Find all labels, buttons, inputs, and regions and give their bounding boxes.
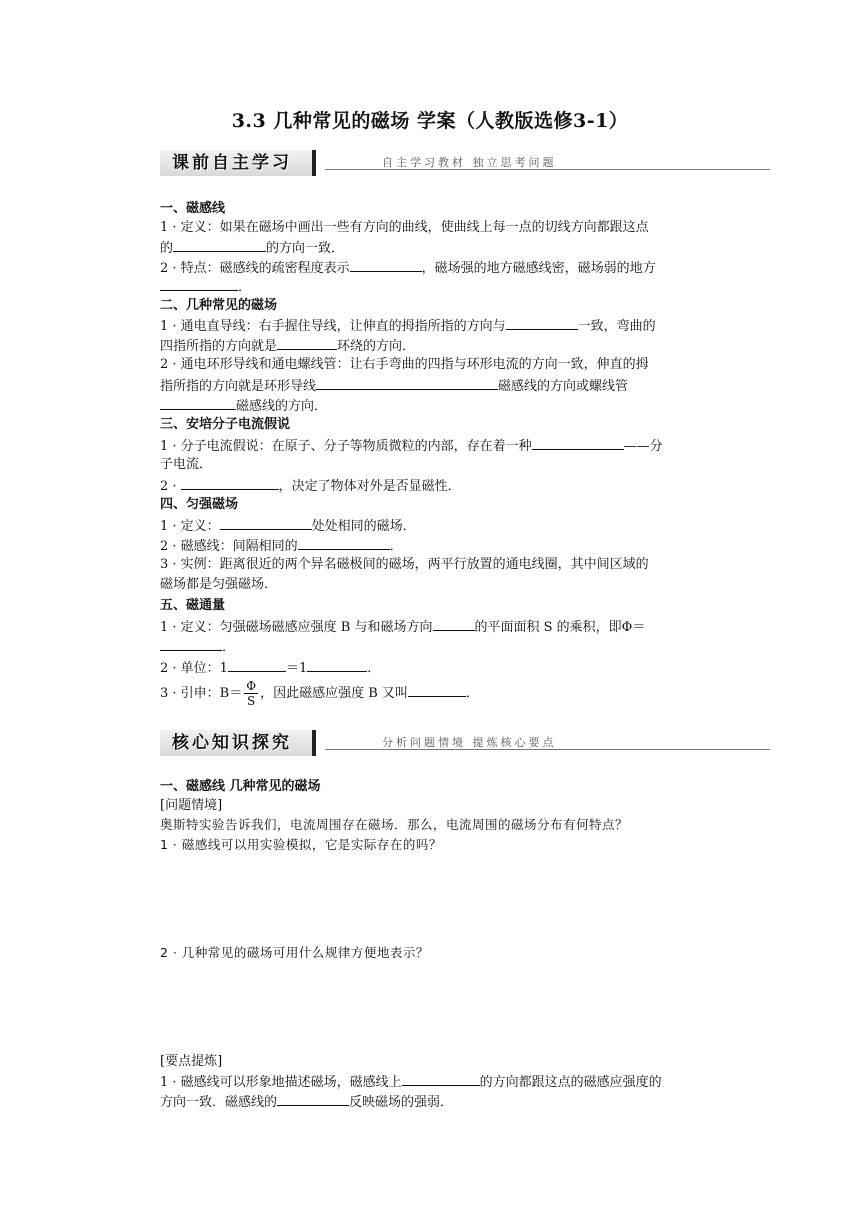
blank xyxy=(173,238,266,252)
document-title: 3.3 几种常见的磁场 学案（人教版选修3-1） xyxy=(231,110,629,132)
blank xyxy=(160,396,236,410)
blank xyxy=(277,1092,349,1106)
blank xyxy=(433,617,475,631)
text-line: 2 · ，决定了物体对外是否显磁性． xyxy=(160,476,732,496)
text-line: 2 · 通电环形导线和通电螺线管：让右手弯曲的四指与环形电流的方向一致，伸直的拇 xyxy=(160,357,649,372)
question-1: 1 · 磁感线可以用实验模拟，它是实际存在的吗？ xyxy=(160,837,442,852)
heading-ampere-hypothesis: 三、安培分子电流假说 xyxy=(160,417,291,432)
banner-tag: 课前自主学习 xyxy=(160,150,316,176)
heading-core-1: 一、磁感线 几种常见的磁场 xyxy=(160,779,321,794)
blank xyxy=(307,658,367,672)
text-line: 指所指的方向就是环形导线 磁感线的方向或螺线管 xyxy=(160,376,732,396)
text-line: 1 · 通电直导线：右手握住导线，让伸直的拇指所指的方向与 一致，弯曲的 xyxy=(160,316,732,336)
fraction-phi-over-s: $\frac{\Phi}{S}$ xyxy=(246,679,257,708)
text-line: 2 · 特点：磁感线的疏密程度表示 ，磁场强的地方磁感线密，磁场弱的地方 xyxy=(160,258,732,278)
blank xyxy=(160,637,222,651)
key-points-tag: [要点提炼] xyxy=(160,1054,223,1069)
text-line: ． xyxy=(160,637,732,657)
blank xyxy=(402,1072,480,1086)
text-line: 磁场都是匀强磁场． xyxy=(160,577,278,592)
heading-magnetic-field-lines: 一、磁感线 xyxy=(160,201,226,216)
banner-tag: 核心知识探究 xyxy=(160,730,316,756)
blank xyxy=(298,536,390,550)
text-line: 1 · 定义： 处处相同的磁场． xyxy=(160,516,732,536)
text-line: 四指所指的方向就是 环绕的方向． xyxy=(160,336,732,356)
text-line: 3 · 引申：B＝ $\frac{\Phi}{S}$ ，因此磁感应强度 B 又叫 ． xyxy=(160,679,479,708)
blank xyxy=(220,516,312,530)
problem-intro: 奥斯特实验告诉我们，电流周围存在磁场．那么，电流周围的磁场分布有何特点？ xyxy=(160,817,629,832)
text-line: 方向一致．磁感线的 反映磁场的强弱． xyxy=(160,1092,732,1112)
banner-subtitle: 自主学习教材 独立思考问题 xyxy=(382,156,557,169)
heading-uniform-field: 四、匀强磁场 xyxy=(160,497,239,512)
heading-common-fields: 二、几种常见的磁场 xyxy=(160,298,278,313)
banner-subtitle: 分析问题情境 提炼核心要点 xyxy=(382,736,557,749)
problem-context-tag: [问题情境] xyxy=(160,798,223,813)
blank xyxy=(350,258,422,272)
text-line: ． xyxy=(160,277,732,297)
text-line: 1 · 定义：如果在磁场中画出一些有方向的曲线，使曲线上每一点的切线方向都跟这点 xyxy=(160,220,649,235)
text-line: 磁感线的方向． xyxy=(160,396,732,416)
text-line: 子电流． xyxy=(160,457,213,472)
text-line: 3 · 实例：距离很近的两个异名磁极间的磁场，两平行放置的通电线圈，其中间区域的 xyxy=(160,557,649,572)
blank xyxy=(277,336,337,350)
text-line: 2 · 单位：1 ＝1 ． xyxy=(160,658,732,678)
question-2: 2 · 几种常见的磁场可用什么规律方便地表示？ xyxy=(160,945,429,960)
section-banner-core-knowledge xyxy=(160,730,770,756)
blank xyxy=(532,436,624,450)
heading-magnetic-flux: 五、磁通量 xyxy=(160,598,226,613)
text-line: 1 · 分子电流假说：在原子、分子等物质微粒的内部，存在着一种 ——分 xyxy=(160,436,732,456)
text-line: 的 的方向一致． xyxy=(160,238,732,258)
blank xyxy=(316,376,498,390)
text-line: 2 · 磁感线：间隔相同的 ． xyxy=(160,536,732,556)
text-line: 1 · 定义：匀强磁场磁感应强度 B 与和磁场方向 的平面面积 S 的乘积，即Φ＝ xyxy=(160,617,732,637)
blank xyxy=(408,683,466,697)
blank xyxy=(506,316,578,330)
blank xyxy=(228,658,286,672)
text-line: 1 · 磁感线可以形象地描述磁场，磁感线上 的方向都跟这点的磁感应强度的 xyxy=(160,1072,732,1092)
blank xyxy=(160,277,238,291)
section-banner-pre-study xyxy=(160,150,770,176)
blank xyxy=(181,476,279,490)
